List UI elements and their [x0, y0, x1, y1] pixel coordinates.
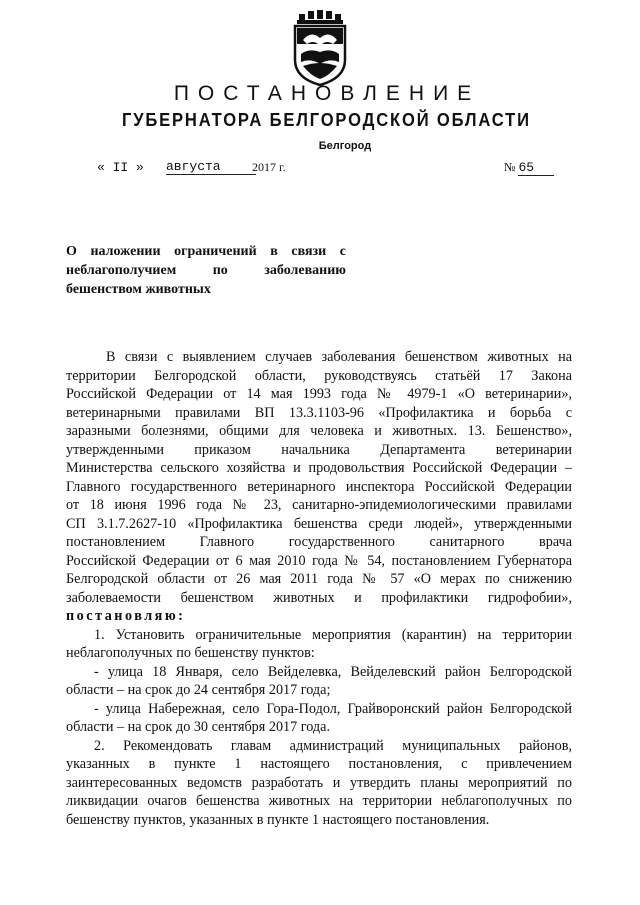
- coat-of-arms-emblem: [289, 10, 351, 86]
- date-year: 2017 г.: [252, 160, 286, 174]
- body-line: указанных в пункте 1 настоящего постановления, с привлечением: [66, 756, 572, 772]
- body-line: заболеваемости бешенством животных и профилактики гидрофобии»,: [66, 589, 572, 606]
- body-line: Министерства сельского хозяйства и продовольствия Российской Федерации –: [66, 460, 572, 476]
- body-line: постановлением Главного государственного санитарного врача: [66, 534, 572, 550]
- heading-line: бешенством животных: [66, 282, 211, 297]
- body-line: утвержденными приказом начальника Департамента ветеринарии: [66, 441, 572, 458]
- document-body: [66, 348, 572, 829]
- document-heading: [66, 242, 346, 299]
- body-line: от 18 июня 1996 года № 23, санитарно-эпидемиологическими правилами: [66, 497, 572, 513]
- number-value: 65: [518, 161, 554, 176]
- body-line: Российской Федерации от 14 мая 1993 года № 4979-1 «О ветеринарии»,: [66, 386, 572, 402]
- body-line: - улица Набережная, село Гора-Подол, Грайворонский район Белгородской: [94, 700, 572, 717]
- body-line: 1. Установить ограничительные мероприятия (карантин) на территории: [94, 626, 572, 643]
- resolve-word: постановляю:: [66, 608, 186, 624]
- body-line: территории Белгородской области, руководствуясь статьёй 17 Закона: [66, 367, 572, 384]
- body-line: - улица 18 Января, село Вейделевка, Вейделевский район Белгородской: [94, 663, 572, 680]
- city-name: Белгород: [318, 140, 372, 152]
- body-line: неблагополучных по бешенству пунктов:: [66, 645, 315, 661]
- body-line: области – на срок до 24 сентября 2017 года;: [66, 682, 331, 698]
- date-day: « II »: [97, 160, 144, 175]
- issuer-title: ГУБЕРНАТОРА БЕЛГОРОДСКОЙ ОБЛАСТИ: [122, 110, 531, 130]
- body-line: заинтересованных ведомств разработать и утвердить планы мероприятий по: [66, 774, 572, 791]
- body-line: области – на срок до 30 сентября 2017 года.: [66, 719, 330, 735]
- body-line: бешенству пунктов, указанных в пункте 1 настоящего постановления.: [66, 811, 490, 828]
- body-line: В связи с выявлением случаев заболевания бешенством животных на: [106, 349, 572, 365]
- document-type-title: ПОСТАНОВЛЕНИЕ: [173, 82, 481, 105]
- body-line: ликвидации очагов бешенства животных на территории неблагополучных по: [66, 793, 572, 809]
- document-number: [504, 160, 554, 176]
- heading-line: О наложении ограничений в связи с: [66, 244, 346, 259]
- body-line: 2. Рекомендовать главам администраций муниципальных районов,: [94, 737, 572, 754]
- body-line: Белгородской области от 26 мая 2011 года № 57 «О мерах по снижению: [66, 571, 572, 587]
- body-line: заразными болезнями, общими для человека и животных. 13. Бешенство»,: [66, 423, 572, 439]
- body-line: СП 3.1.7.2627-10 «Профилактика бешенства среди людей», утвержденными: [66, 515, 572, 532]
- body-line: Российской Федерации от 6 мая 2010 года № 54, постановлением Губернатора: [66, 552, 572, 569]
- number-label: №: [504, 160, 516, 174]
- body-line: Главного государственного ветеринарного инспектора Российской Федерации: [66, 478, 572, 495]
- heading-line: неблагополучием по заболеванию: [66, 263, 346, 278]
- body-line: ветеринарными правилами ВП 13.3.1103-96 «Профилактика и борьба с: [66, 404, 572, 421]
- date-month: августа: [166, 160, 256, 175]
- date-number-row: [0, 160, 640, 182]
